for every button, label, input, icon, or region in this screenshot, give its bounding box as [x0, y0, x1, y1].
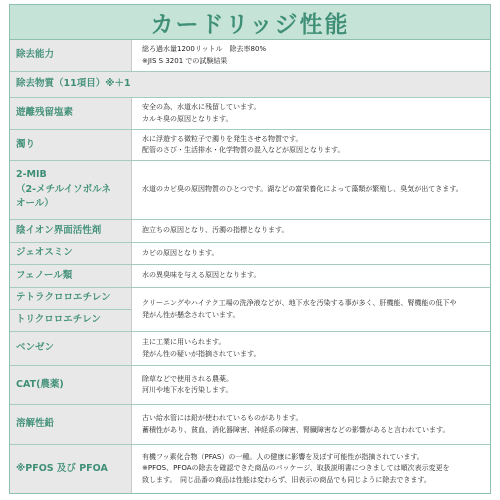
- row-benzene: [10, 332, 490, 366]
- row-value: 水の異臭味を与える原因となります。: [142, 271, 261, 280]
- row-pfos-pfoa: [10, 445, 490, 493]
- row-tetrachloroethylene-trichloroethylene: [10, 288, 490, 332]
- row-value: 有機フッ素化合物（PFAS）の一種。人の健康に影響を及ぼす可能性が指摘されています。 ※PFOS、PFOAの除去を確認できた商品のパッケージ、取扱説明書につきましては順次表示変更を 致します。 同じ品番の商品は性能は変わらず、旧表示の商品でも同じように除去できます。: [142, 453, 450, 484]
- row-label: 除去能力: [10, 40, 132, 71]
- row-free-residual-chlorine: [10, 98, 490, 130]
- row-label: フェノール類: [10, 265, 132, 287]
- row-value: 泡立ちの原因となり、汚濁の指標となります。: [142, 226, 289, 235]
- title-bar: [10, 5, 490, 40]
- row-cat-pesticide: [10, 366, 490, 405]
- row-anionic-surfactant: [10, 220, 490, 243]
- row-turbidity: [10, 130, 490, 161]
- row-value: 主に工業に用いられます。 発がん性の疑いが指摘されています。: [142, 338, 261, 358]
- row-label: ジェオスミン: [10, 243, 132, 264]
- row-value: 除草などで使用される農薬。 河川や地下水を汚染します。: [142, 374, 233, 394]
- row-label: ベンゼン: [10, 332, 132, 365]
- row-label: CAT(農薬): [10, 366, 132, 404]
- section-header: 除去物質（11項目）※＋1: [10, 72, 490, 97]
- page-title: カードリッジ性能: [150, 11, 350, 38]
- cartridge-performance-table: [9, 4, 491, 494]
- row-removal-capacity: [10, 40, 490, 72]
- row-label: 陰イオン界面活性剤: [10, 220, 132, 242]
- row-value: クリーニングやハイテク工場の洗浄液などが、地下水を汚染する事が多く、肝機能、腎機能の低下や 発がん性が懸念されています。: [142, 299, 457, 319]
- row-label: 濁り: [10, 130, 132, 160]
- row-value: 安全の為、水道水に残留しています。 カルキ臭の原因となります。: [142, 103, 261, 123]
- row-value: 総ろ過水量1200リットル 除去率80% ※JIS S 3201 での試験結果: [142, 45, 267, 65]
- row-soluble-lead: [10, 405, 490, 445]
- row-label: テトラクロロエチレン トリクロロエチレン: [10, 288, 132, 331]
- row-value: 水道のカビ臭の原因物質のひとつです。湖などの富栄養化によって藻類が繁殖し、臭気が出てきます。: [142, 185, 463, 194]
- row-label: 溶解性鉛: [10, 405, 132, 444]
- row-value: 古い給水管には鉛が使われているものがあります。 蓄積性があり、貧血、消化器障害、神経系の障害、腎臓障害などの影響があると言われています。: [142, 414, 450, 434]
- row-label: 遊離残留塩素: [10, 98, 132, 129]
- row-value: カビの原因となります。: [142, 248, 219, 257]
- row-removal-substances-header: [10, 72, 490, 98]
- row-label: ※PFOS 及び PFOA: [10, 445, 132, 493]
- row-label: 2-MIB （2-メチルイソボルネ オール）: [10, 161, 132, 219]
- row-value: 水に浮遊する微粒子で濁りを発生させる物質です。 配管のさび・生活排水・化学物質の混入などが原因となります。: [142, 134, 345, 154]
- row-geosmin: [10, 243, 490, 265]
- row-2-mib: [10, 161, 490, 220]
- row-phenols: [10, 265, 490, 288]
